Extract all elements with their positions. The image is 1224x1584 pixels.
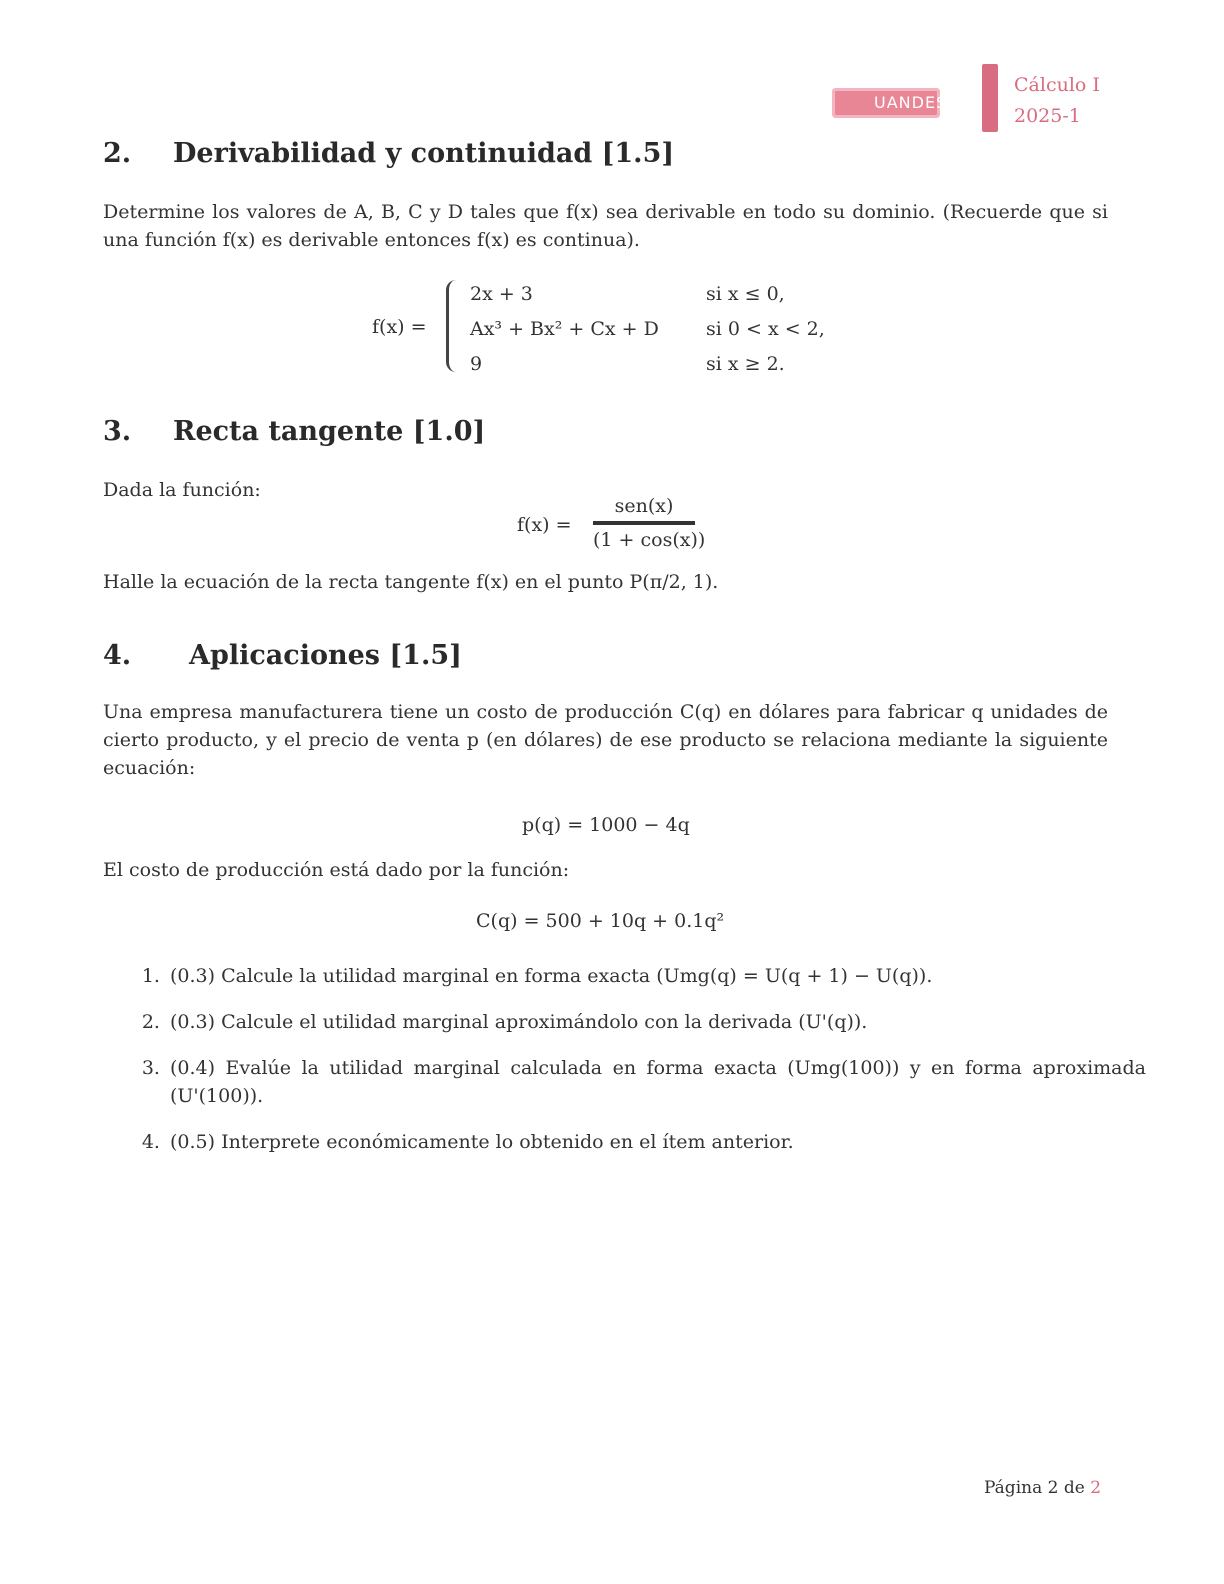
course-name: Cálculo I <box>1014 74 1100 96</box>
section-2-heading <box>103 138 674 169</box>
piecewise-cond-2: si 0 < x < 2, <box>706 318 825 340</box>
piecewise-cond-3: si x ≥ 2. <box>706 353 785 375</box>
section-number: 3. <box>103 416 132 447</box>
page-total: 2 <box>1090 1478 1102 1498</box>
fraction <box>593 495 706 551</box>
section-3-heading <box>103 416 485 447</box>
section-4-text: Una empresa manufacturera tiene un costo de producción C(q) en dólares para fabricar q unidades de cierto producto, y el precio de venta p (en dólares) de ese producto se relaciona mediante la siguiente ecuación: <box>103 701 1108 779</box>
piecewise-brace <box>446 280 459 372</box>
piecewise-expr-2: Ax³ + Bx² + Cx + D <box>470 318 659 340</box>
piecewise-lhs: f(x) = <box>372 316 427 338</box>
section-title: Derivabilidad y continuidad [1.5] <box>173 138 675 169</box>
question-list <box>130 962 1146 1174</box>
section-3-intro: Dada la función: <box>103 479 261 501</box>
price-equation: p(q) = 1000 − 4q <box>522 814 690 836</box>
section-number: 2. <box>103 138 132 169</box>
section-title: Recta tangente [1.0] <box>173 416 486 447</box>
cost-intro: El costo de producción está dado por la función: <box>103 859 570 881</box>
page-number-text: Página 2 de <box>984 1478 1085 1498</box>
piecewise-expr-3: 9 <box>470 353 483 375</box>
section-number: 4. <box>103 640 132 671</box>
fraction-lhs: f(x) = <box>517 514 572 536</box>
section-2-text: Determine los valores de A, B, C y D tales que f(x) sea derivable en todo su dominio. (Recuerde que si una función f(x) es derivable entonces f(x) es continua). <box>103 201 1108 251</box>
header-accent-bar <box>982 64 998 132</box>
piecewise-cond-1: si x ≤ 0, <box>706 283 785 305</box>
list-item: 1. (0.3) Calcule la utilidad marginal en forma exacta (Umg(q) = U(q + 1) − U(q)). <box>166 962 1146 990</box>
course-term: 2025-1 <box>1014 105 1081 127</box>
logo-text: UANDES <box>874 93 948 112</box>
piecewise-expr-1: 2x + 3 <box>470 283 533 305</box>
fraction-denominator: (1 + cos(x)) <box>593 529 706 551</box>
fraction-numerator: sen(x) <box>614 495 674 517</box>
list-item: 2. (0.3) Calcule el utilidad marginal aproximándolo con la derivada (U'(q)). <box>166 1008 1146 1036</box>
section-3-text: Halle la ecuación de la recta tangente f(x) en el punto P(π/2, 1). <box>103 571 719 593</box>
list-item: 4. (0.5) Interprete económicamente lo obtenido en el ítem anterior. <box>166 1128 1146 1156</box>
page-number <box>984 1478 1101 1498</box>
cost-equation: C(q) = 500 + 10q + 0.1q² <box>476 910 725 932</box>
course-info <box>1014 70 1100 132</box>
section-title: Aplicaciones [1.5] <box>189 640 462 671</box>
list-item: 3. (0.4) Evalúe la utilidad marginal calculada en forma exacta (Umg(100)) y en forma aproximada (U'(100)). <box>166 1054 1146 1110</box>
section-4-heading <box>103 640 462 671</box>
